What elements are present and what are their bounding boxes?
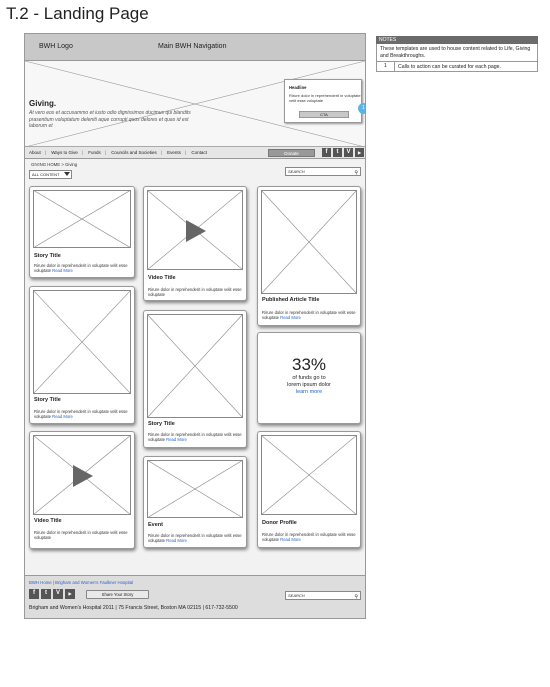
nav-item-councils[interactable]: Councils and Societies [111, 150, 157, 155]
chevron-down-icon [64, 172, 70, 176]
main-navigation[interactable]: Main BWH Navigation [158, 43, 227, 50]
image-placeholder-icon [33, 290, 131, 394]
content-filter-select[interactable] [29, 170, 72, 179]
footer-links[interactable]: BWH Home | Brigham and Women's Faulkner Hospital [29, 580, 134, 585]
card-title: Story Title [34, 253, 61, 259]
nav-separator: | [104, 150, 106, 155]
card-body [148, 533, 246, 543]
notes-row [376, 62, 538, 72]
image-placeholder-icon [261, 190, 357, 294]
nav-separator: | [44, 150, 46, 155]
nav-item-contact[interactable]: Contact [191, 150, 207, 155]
card-body-text: Rirure dolor in reprehenderit in voluptate velit esse voluptate [148, 533, 242, 544]
search-icon[interactable]: ⚲ [354, 170, 358, 176]
card-body [34, 409, 132, 419]
wireframe-frame [24, 33, 366, 619]
story-card[interactable] [29, 286, 135, 424]
filter-selected-value: ALL CONTENT [32, 172, 60, 177]
page-title: T.2 - Landing Page [6, 4, 149, 23]
video-card[interactable] [29, 431, 135, 549]
callout-text: Rirure dolor in reprehenderit in voluptate velit esse voluptate [289, 93, 361, 103]
footer-address: Brigham and Women's Hospital 2011 | 75 Francis Street, Boston MA 02115 | 617-732-5500 [29, 605, 238, 611]
nav-separator: | [184, 150, 187, 155]
video-placeholder-icon [33, 435, 131, 515]
story-card[interactable] [143, 310, 247, 448]
nav-item-ways-to-give[interactable]: Ways to Give [51, 150, 78, 155]
hero-title: Giving. [29, 99, 57, 108]
card-body-text: Rirure dolor in reprehenderit in voluptate velit esse voluptate [148, 432, 242, 443]
footer-search-input[interactable] [285, 591, 361, 600]
read-more-link[interactable]: Read More [52, 268, 73, 274]
share-your-story-button[interactable]: Share Your Story [86, 590, 149, 599]
site-header [25, 34, 365, 61]
card-title: Published Article Title [262, 297, 320, 303]
search-placeholder: SEARCH [288, 169, 305, 174]
event-card[interactable] [143, 456, 247, 548]
card-title: Video Title [34, 518, 62, 524]
twitter-icon[interactable]: t [333, 148, 342, 157]
hero-paragraph: At vero eos et accusammo et iusto odio dignissimos ducimus qui blandits prasentium voluptatum deleniti aque corrupti quos delores et quas id est laborum et [29, 110, 191, 129]
donate-button[interactable]: Donate [268, 149, 315, 157]
search-icon[interactable]: ⚲ [354, 594, 358, 600]
notes-description: These templates are used to house content related to Life, Giving and Breakthroughs. [376, 44, 538, 62]
facebook-icon[interactable]: f [29, 589, 39, 599]
image-placeholder-icon [261, 435, 357, 515]
nav-separator: | [160, 150, 162, 155]
stat-percentage: 33% [291, 355, 327, 374]
notes-panel [376, 36, 538, 72]
image-placeholder-icon [33, 190, 131, 248]
read-more-link[interactable]: Read More [280, 537, 301, 543]
video-card[interactable] [143, 186, 247, 301]
stat-line-1: of funds go to [292, 375, 326, 381]
callout-headline: Headline [289, 85, 307, 90]
notes-row-text: Calls to action can be curated for each page. [398, 63, 501, 70]
story-card[interactable] [29, 186, 135, 278]
card-body-text: Rirure dolor in reprehenderit in voluptate velit esse voluptate [34, 530, 128, 541]
vimeo-icon[interactable]: V [53, 589, 63, 599]
youtube-icon[interactable]: ▶ [355, 148, 364, 157]
read-more-link[interactable]: Read More [166, 538, 187, 544]
twitter-icon[interactable]: t [41, 589, 51, 599]
video-placeholder-icon [147, 190, 243, 270]
card-body-text: Rirure dolor in reprehenderit in voluptate velit esse voluptate [34, 263, 128, 274]
card-body-text: Rirure dolor in reprehenderit in voluptate velit esse voluptate [148, 287, 242, 298]
site-footer [25, 575, 365, 619]
learn-more-link[interactable]: learn more [295, 389, 323, 395]
card-body [262, 532, 360, 542]
notes-row-number: 1 [377, 62, 395, 71]
image-placeholder-icon [147, 460, 243, 518]
card-title: Donor Profile [262, 520, 297, 526]
stat-card[interactable] [257, 332, 361, 424]
stat-block [258, 355, 360, 395]
donor-profile-card[interactable] [257, 431, 361, 548]
stat-line-2: lorem ipsum dolor [287, 382, 331, 388]
card-body-text: Rirure dolor in reprehenderit in voluptate velit esse voluptate [34, 409, 128, 420]
article-card[interactable] [257, 186, 361, 326]
card-title: Story Title [34, 397, 61, 403]
hero-callout [284, 79, 362, 123]
nav-item-about[interactable]: About [29, 150, 41, 155]
card-title: Event [148, 522, 163, 528]
nav-item-events[interactable]: Events [167, 150, 181, 155]
annotation-badge: 1 [358, 103, 366, 114]
search-input[interactable] [285, 167, 361, 176]
card-body-text: Rirure dolor in reprehenderit in voluptate velit esse voluptate [262, 532, 356, 543]
image-placeholder-icon [147, 314, 243, 418]
youtube-icon[interactable]: ▶ [65, 589, 75, 599]
card-title: Story Title [148, 421, 175, 427]
card-body [34, 263, 132, 273]
card-body [262, 310, 360, 320]
breadcrumb[interactable]: GIVING HOME > Giving [31, 162, 78, 167]
card-title: Video Title [148, 275, 176, 281]
cta-button[interactable]: CTA [299, 111, 349, 118]
sub-navigation [25, 147, 365, 159]
notes-header: NOTES [376, 36, 538, 44]
nav-separator: | [81, 150, 83, 155]
hero-banner [25, 61, 365, 147]
card-body [148, 432, 246, 442]
read-more-link[interactable]: Read More [280, 315, 301, 321]
read-more-link[interactable]: Read More [166, 437, 187, 443]
facebook-icon[interactable]: f [322, 148, 331, 157]
search-placeholder: SEARCH [288, 593, 305, 598]
read-more-link[interactable]: Read More [52, 414, 73, 420]
card-body-text: Rirure dolor in reprehenderit in voluptate velit esse voluptate [262, 310, 356, 321]
nav-item-funds[interactable]: Funds [88, 150, 101, 155]
vimeo-icon[interactable]: V [344, 148, 353, 157]
bwh-logo[interactable]: BWH Logo [39, 43, 73, 50]
